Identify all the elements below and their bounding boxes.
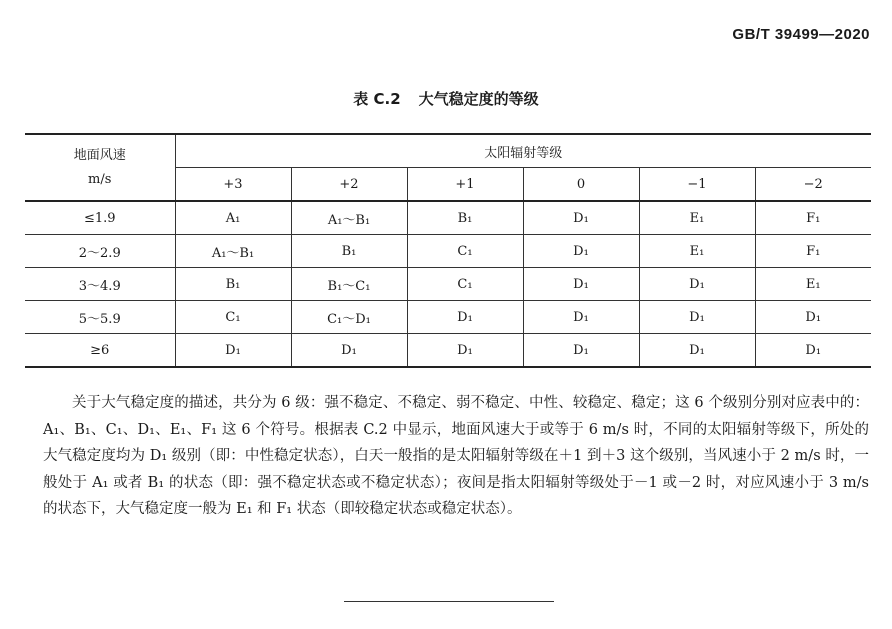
table-cell: D₁ xyxy=(639,268,755,301)
table-row xyxy=(25,235,871,268)
table-cell: B₁ xyxy=(291,235,407,268)
table-cell: E₁ xyxy=(639,235,755,268)
table-title xyxy=(0,88,892,109)
wind-speed-cell: 5～5.9 xyxy=(25,301,175,334)
column-header: −2 xyxy=(755,168,871,202)
table-cell: D₁ xyxy=(523,334,639,368)
wind-speed-label: 地面风速 xyxy=(73,147,126,163)
table-cell: D₁ xyxy=(407,301,523,334)
table-cell: D₁ xyxy=(291,334,407,368)
table-cell: D₁ xyxy=(639,334,755,368)
wind-speed-cell: 2～2.9 xyxy=(25,235,175,268)
table-cell: D₁ xyxy=(175,334,291,368)
table-cell: E₁ xyxy=(639,201,755,235)
table-cell: D₁ xyxy=(523,301,639,334)
table-cell: C₁ xyxy=(175,301,291,334)
table-cell: E₁ xyxy=(755,268,871,301)
end-rule xyxy=(344,601,554,602)
table-cell: D₁ xyxy=(523,268,639,301)
table-row xyxy=(25,268,871,301)
table-cell: C₁ xyxy=(407,235,523,268)
table-cell: D₁ xyxy=(755,334,871,368)
table-title-text: 大气稳定度的等级 xyxy=(418,90,539,108)
table-cell: D₁ xyxy=(639,301,755,334)
table-row xyxy=(25,334,871,368)
description-paragraph xyxy=(43,390,869,523)
table-cell: D₁ xyxy=(407,334,523,368)
standard-code: GB/T 39499—2020 xyxy=(732,26,870,43)
column-header: +3 xyxy=(175,168,291,202)
table-cell: B₁～C₁ xyxy=(291,268,407,301)
table-cell: C₁ xyxy=(407,268,523,301)
table-cell: C₁～D₁ xyxy=(291,301,407,334)
column-header: −1 xyxy=(639,168,755,202)
table-row xyxy=(25,201,871,235)
table-cell: A₁ xyxy=(175,201,291,235)
column-header: 0 xyxy=(523,168,639,202)
solar-radiation-header: 太阳辐射等级 xyxy=(175,134,871,168)
table-cell: A₁～B₁ xyxy=(175,235,291,268)
wind-speed-unit: m/s xyxy=(88,171,112,187)
table-cell: D₁ xyxy=(755,301,871,334)
table-number: 表 C.2 xyxy=(353,90,401,108)
table-cell: D₁ xyxy=(523,201,639,235)
table-cell: F₁ xyxy=(755,235,871,268)
column-header: +1 xyxy=(407,168,523,202)
wind-speed-cell: 3～4.9 xyxy=(25,268,175,301)
table-cell: D₁ xyxy=(523,235,639,268)
wind-speed-cell: ≤1.9 xyxy=(25,201,175,235)
table-cell: B₁ xyxy=(175,268,291,301)
wind-speed-cell: ≥6 xyxy=(25,334,175,368)
table-cell: B₁ xyxy=(407,201,523,235)
table-row xyxy=(25,301,871,334)
paragraph-text: 关于大气稳定度的描述，共分为 6 级：强不稳定、不稳定、弱不稳定、中性、较稳定、稳定；这 6 个级别分别对应表中的：A₁、B₁、C₁、D₁、E₁、F₁ 这 6 个符号。根据表 C.2 中显示，地面风速大于或等于 6 m/s 时，不同的太阳辐射等级下，所处的大气稳定度均为 D₁ 级别（即：中性稳定状态），白天一般指的是太阳辐射等级在＋1 到＋3 这个级别，当风速小于 2 m/s 时，一般处于 A₁ 或者 B₁ 的状态（即：强不稳定状态或不稳定状态）；夜间是指太阳辐射等级处于－1 或－2 时，对应风速小于 3 m/s 的状态下，大气稳定度一般为 E₁ 和 F₁ 状态（即较稳定状态或稳定状态）。 xyxy=(43,395,869,517)
stability-grade-table xyxy=(25,133,871,368)
table-cell: A₁～B₁ xyxy=(291,201,407,235)
wind-speed-header xyxy=(25,134,175,201)
column-header: +2 xyxy=(291,168,407,202)
table-cell: F₁ xyxy=(755,201,871,235)
